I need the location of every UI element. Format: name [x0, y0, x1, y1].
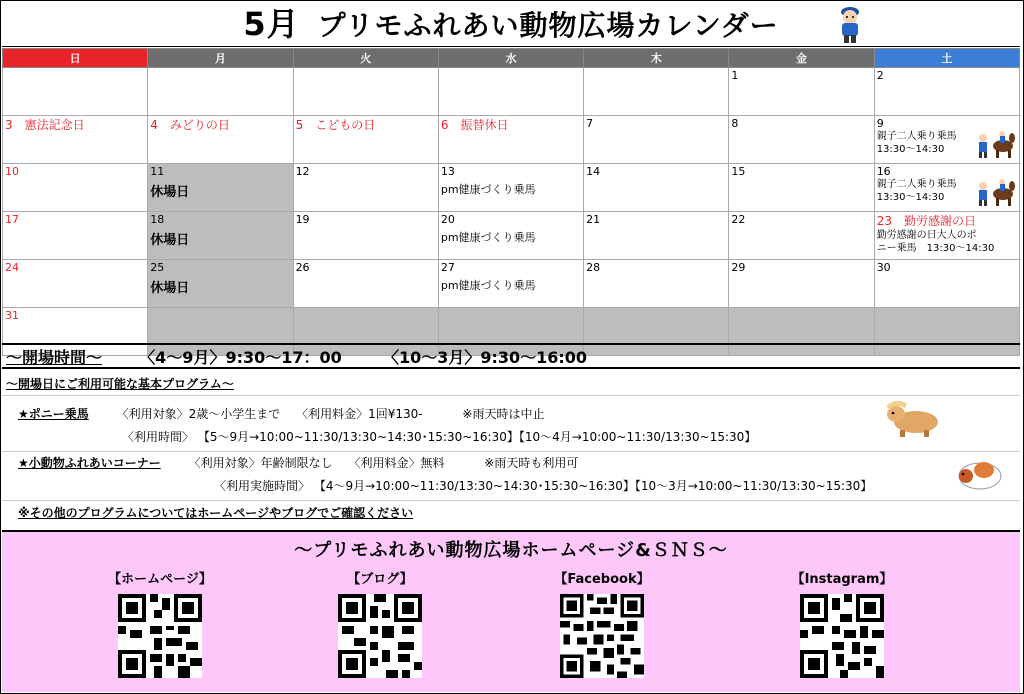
weekday-thu: 木 [584, 49, 729, 68]
pony-fee: 〈利用料金〉1回¥130- [296, 407, 423, 421]
programs-heading [2, 372, 1020, 396]
day-number: 24 [5, 261, 19, 274]
day-number: 1 [731, 69, 739, 82]
day-cell-mon [148, 68, 293, 116]
title-bar [2, 2, 1020, 47]
horse-riding-icon [977, 176, 1015, 206]
day-event: 勤労感謝の日大人のポ [876, 230, 977, 241]
day-number: 10 [5, 165, 19, 178]
weekday-tue: 火 [293, 49, 438, 68]
sns-facebook[interactable] [512, 570, 692, 678]
sns-facebook-label: 【Facebook】 [554, 572, 650, 587]
small-animal-note: ※雨天時も利用可 [484, 456, 579, 470]
day-cell-fri [729, 260, 874, 308]
day-cell-tue [293, 260, 438, 308]
pony-target: 〈利用対象〉2歳～小学生まで [116, 407, 281, 421]
day-cell-mon [148, 212, 293, 260]
day-cell-sun [3, 116, 148, 164]
day-cell-sat [874, 116, 1019, 164]
day-cell-mon [148, 116, 293, 164]
hours-winter: 〈10～3月〉9:30～16:00 [382, 348, 588, 367]
small-animal-program-line1 [18, 453, 1008, 473]
qr-code-icon[interactable] [560, 594, 644, 678]
calendar-week-row [3, 68, 1020, 116]
calendar-week-row [3, 212, 1020, 260]
small-animal-fee: 〈利用料金〉無料 [348, 456, 445, 470]
day-number: 31 [5, 309, 19, 322]
day-number: 17 [5, 213, 19, 226]
day-number: 3 憲法記念日 [5, 118, 85, 132]
pony-time-value: 【5～9月→10:00~11:30/13:30~14:30･15:30~16:30】【10～4月→10:00~11:30/13:30~15:30】 [197, 430, 757, 444]
day-cell-tue [293, 68, 438, 116]
day-cell-wed [438, 260, 583, 308]
qr-code-icon[interactable] [800, 594, 884, 678]
day-cell-fri [729, 164, 874, 212]
day-number: 13 [440, 165, 455, 178]
horse-riding-icon [977, 128, 1015, 158]
sns-instagram[interactable] [752, 570, 932, 678]
page-title [243, 2, 778, 48]
day-cell-wed [438, 164, 583, 212]
weekday-sun: 日 [3, 49, 148, 68]
day-number: 21 [586, 213, 601, 226]
day-cell-thu [584, 164, 729, 212]
weekday-header-row [3, 49, 1020, 68]
day-event: 13:30～14:30 [876, 192, 945, 203]
weekday-sat: 土 [874, 49, 1019, 68]
day-cell-fri [729, 212, 874, 260]
pony-program-line1 [18, 404, 1008, 424]
small-animal-program-name: ★小動物ふれあいコーナー [18, 456, 161, 470]
calendar-grid [2, 48, 1020, 356]
calendar-week-row [3, 164, 1020, 212]
day-number: 28 [586, 261, 601, 274]
small-animal-time-value: 【4～9月→10:00~11:30/13:30~14:30･15:30~16:30】【10～3月→10:00~11:30/13:30~15:30】 [313, 479, 873, 493]
day-number: 6 振替休日 [440, 118, 509, 132]
day-event: ニー乗馬 13:30～14:30 [876, 243, 995, 254]
day-cell-thu [584, 116, 729, 164]
day-cell-wed [438, 68, 583, 116]
day-number: 16 [876, 165, 891, 178]
day-number: 18 [150, 213, 165, 226]
sns-blog[interactable] [290, 570, 470, 678]
programs-heading-text: ～開場日にご利用可能な基本プログラム～ [6, 377, 234, 391]
sns-instagram-label: 【Instagram】 [791, 572, 893, 587]
day-event: 親子二人乗り乗馬 [876, 131, 957, 142]
day-cell-sun [3, 212, 148, 260]
sns-homepage[interactable] [70, 570, 250, 678]
day-cell-fri [729, 116, 874, 164]
pony-time-label: 〈利用時間〉 [122, 430, 195, 444]
opening-hours [2, 343, 1020, 369]
closed-day-label: 休場日 [150, 281, 190, 296]
calendar-week-row [3, 260, 1020, 308]
day-cell-tue [293, 164, 438, 212]
qr-code-icon[interactable] [338, 594, 422, 678]
pony-note: ※雨天時は中止 [462, 407, 545, 421]
divider [2, 500, 1020, 501]
closed-day-label: 休場日 [150, 233, 190, 248]
weekday-mon: 月 [148, 49, 293, 68]
day-number: 30 [876, 261, 891, 274]
day-cell-thu [584, 68, 729, 116]
day-number: 27 [440, 261, 455, 274]
guinea-pig-icon [954, 456, 1004, 492]
day-number: 25 [150, 261, 165, 274]
other-programs-note: ※その他のプログラムについてはホームページやブログでご確認ください [18, 506, 414, 520]
divider [2, 451, 1020, 452]
day-number: 19 [295, 213, 310, 226]
day-event: pm健康づくり乗馬 [440, 231, 536, 244]
pony-icon [884, 400, 944, 438]
day-cell-fri [729, 68, 874, 116]
day-number: 23 勤労感謝の日 [876, 214, 976, 228]
weekday-fri: 金 [729, 49, 874, 68]
calendar-body [3, 68, 1020, 356]
hours-title: ～開場時間～ [6, 348, 103, 367]
sns-homepage-label: 【ホームページ】 [108, 572, 212, 587]
day-cell-sat [874, 212, 1019, 260]
day-cell-tue [293, 116, 438, 164]
day-number: 2 [876, 69, 884, 82]
day-number: 12 [295, 165, 310, 178]
day-cell-sun [3, 260, 148, 308]
day-cell-thu [584, 260, 729, 308]
pony-program-name: ★ポニー乗馬 [18, 407, 89, 421]
small-animal-time-label: 〈利用実施時間〉 [214, 479, 311, 493]
day-number: 15 [731, 165, 746, 178]
day-cell-sat [874, 164, 1019, 212]
day-number: 26 [295, 261, 310, 274]
day-event: pm健康づくり乗馬 [440, 279, 536, 292]
day-cell-sun [3, 68, 148, 116]
day-number: 8 [731, 117, 739, 130]
weekday-wed: 水 [438, 49, 583, 68]
small-animal-program-line2 [18, 476, 1008, 496]
sns-title: ～プリモふれあい動物広場ホームページ&ＳＮＳ～ [294, 540, 728, 561]
small-animal-target: 〈利用対象〉年齢制限なし [188, 456, 333, 470]
day-event: pm健康づくり乗馬 [440, 183, 536, 196]
day-cell-sun [3, 164, 148, 212]
day-number: 9 [876, 117, 884, 130]
sns-section [2, 530, 1020, 692]
month-label: 5月 [243, 5, 300, 43]
day-cell-wed [438, 116, 583, 164]
day-number: 14 [586, 165, 601, 178]
day-number: 22 [731, 213, 746, 226]
pony-program-line2 [18, 427, 1008, 447]
staff-mascot-icon [833, 4, 867, 44]
hours-summer: 〈4～9月〉9:30～17：00 [139, 348, 342, 367]
day-cell-sat [874, 260, 1019, 308]
day-number: 5 こどもの日 [295, 118, 376, 132]
day-event: 親子二人乗り乗馬 [876, 179, 957, 190]
day-number: 29 [731, 261, 746, 274]
day-number: 11 [150, 165, 165, 178]
calendar-week-row [3, 116, 1020, 164]
day-number: 20 [440, 213, 455, 226]
qr-code-icon[interactable] [118, 594, 202, 678]
day-cell-tue [293, 212, 438, 260]
day-cell-mon [148, 164, 293, 212]
sns-blog-label: 【ブログ】 [347, 572, 413, 587]
day-number: 4 みどりの日 [150, 118, 230, 132]
day-event: 13:30～14:30 [876, 144, 945, 155]
day-cell-mon [148, 260, 293, 308]
title-text: プリモふれあい動物広場カレンダー [317, 9, 779, 42]
closed-day-label: 休場日 [150, 185, 190, 200]
day-number: 7 [586, 117, 594, 130]
day-cell-sat [874, 68, 1019, 116]
day-cell-thu [584, 212, 729, 260]
day-cell-wed [438, 212, 583, 260]
